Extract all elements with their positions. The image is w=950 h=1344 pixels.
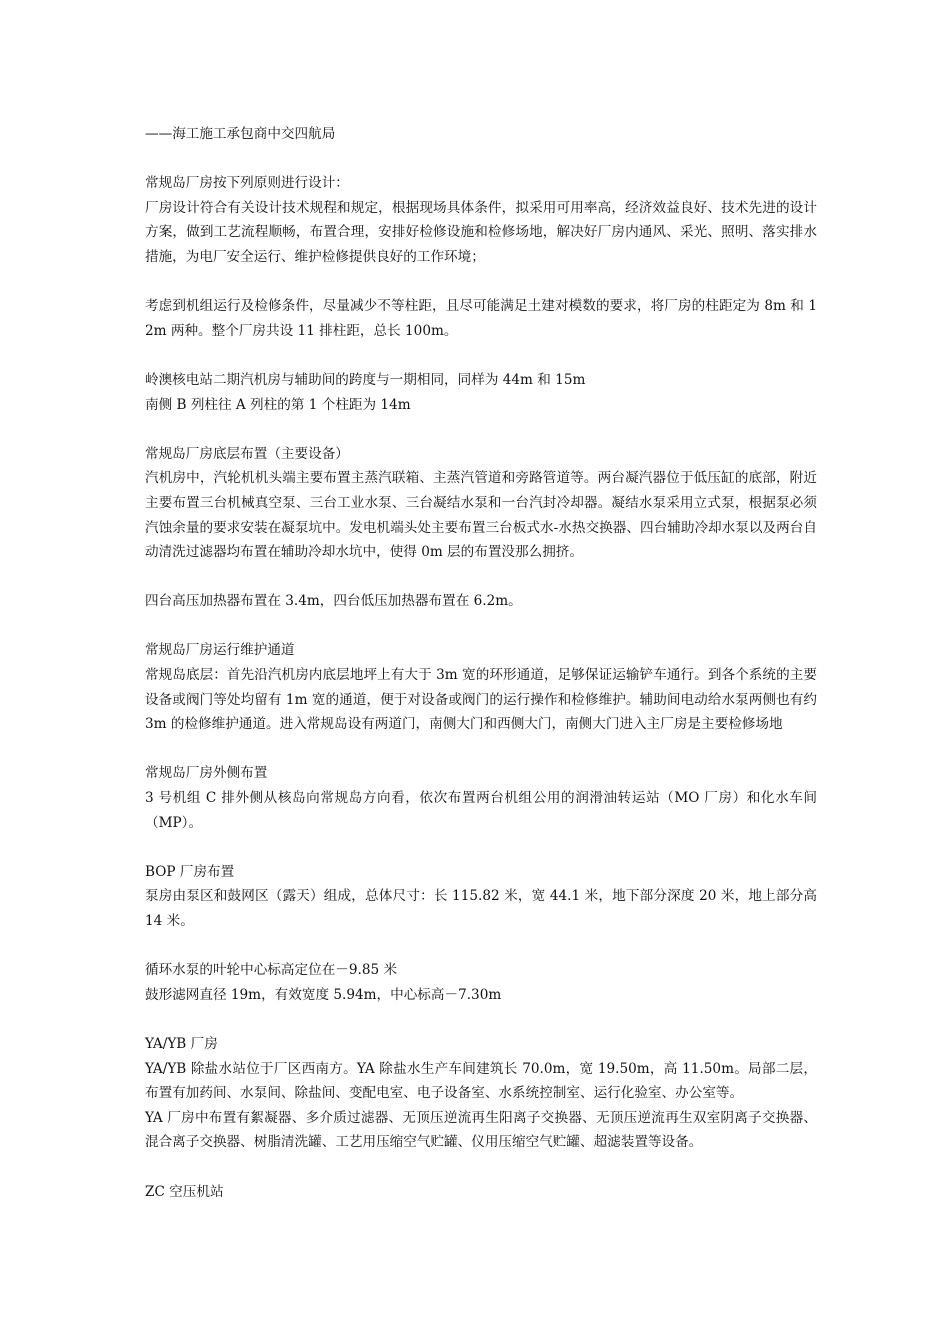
pump-line-2: 鼓形滤网直径 19m，有效宽度 5.94m，中心标高－7.30m <box>145 986 502 1003</box>
ground-floor-heading: 常规岛厂房底层布置（主要设备） <box>145 445 349 462</box>
paragraph-gap <box>145 737 817 762</box>
paragraph-gap <box>145 270 817 295</box>
bop-body: 泵房由泵区和鼓网区（露天）组成，总体尺寸：长 115.82 米，宽 44.1 米，地下部分深度 20 米，地上部分高 14 米。 <box>145 888 817 929</box>
document-body <box>145 122 817 1204</box>
paragraph-gap <box>145 343 817 368</box>
exterior-heading: 常规岛厂房外侧布置 <box>145 765 268 782</box>
heaters-paragraph: 四台高压加热器布置在 3.4m，四台低压加热器布置在 6.2m。 <box>145 593 522 610</box>
design-principles-body: 厂房设计符合有关设计技术规程和规定，根据现场具体条件，拟采用可用率高，经济效益良好、技术先进的设计方案，做到工艺流程顺畅，布置合理，安排好检修设施和检修场地，解决好厂房内通风、采光、照明、落实排水措施，为电厂安全运行、维护检修提供良好的工作环境； <box>145 199 817 265</box>
span-line-1: 岭澳核电站二期汽机房与辅助间的跨度与一期相同，同样为 44m 和 15m <box>145 371 586 388</box>
pump-line-1: 循环水泵的叶轮中心标高定位在－9.85 米 <box>145 962 398 979</box>
paragraph-gap <box>145 417 817 442</box>
paragraph-gap <box>145 934 817 959</box>
byline: ——海工施工承包商中交四航局 <box>145 126 336 142</box>
ya-yb-heading: YA/YB 厂房 <box>145 1035 218 1052</box>
paragraph-gap <box>145 565 817 590</box>
ground-floor-body: 汽机房中，汽轮机机头端主要布置主蒸汽联箱、主蒸汽管道和旁路管道等。两台凝汽器位于低压缸的底部，附近主要布置三台机械真空泵、三台工业水泵、三台凝结水泵和一台汽封冷却器。凝结水泵采用立式泵，根据泵必须汽蚀余量的要求安装在凝泵坑中。发电机端头处主要布置三台板式水-水热交换器、四台辅助冷却水泵以及两台自动清洗过滤器均布置在辅助冷却水坑中，使得 0m 层的布置没那么拥挤。 <box>145 470 817 561</box>
paragraph-gap <box>145 147 817 172</box>
paragraph-gap <box>145 835 817 860</box>
zc-heading: ZC 空压机站 <box>145 1183 224 1200</box>
maintenance-access-body: 常规岛底层：首先沿汽机房内底层地坪上有大于 3m 宽的环形通道，足够保证运输铲车通行。到各个系统的主要设备或阀门等处均留有 1m 宽的通道，便于对设备或阀门的运行操作和检修维护。辅助间电动给水泵两侧也有约 3m 的检修维护通道。进入常规岛设有两道门，南侧大门和西侧大门，南侧大门进入主厂房是主要检修场地 <box>145 667 817 733</box>
bop-heading: BOP 厂房布置 <box>145 863 235 880</box>
paragraph-gap <box>145 1155 817 1180</box>
span-line-2: 南侧 B 列柱往 A 列柱的第 1 个柱距为 14m <box>145 396 411 413</box>
design-principles-heading: 常规岛厂房按下列原则进行设计： <box>145 175 349 192</box>
column-spacing-paragraph: 考虑到机组运行及检修条件，尽量减少不等柱距，且尽可能满足土建对模数的要求，将厂房的柱距定为 8m 和 12m 两种。整个厂房共设 11 排柱距，总长 100m。 <box>145 298 817 339</box>
maintenance-access-heading: 常规岛厂房运行维护通道 <box>145 642 295 659</box>
paragraph-gap <box>145 1007 817 1032</box>
paragraph-gap <box>145 614 817 639</box>
ya-yb-body-1: YA/YB 除盐水站位于厂区西南方。YA 除盐水生产车间建筑长 70.0m，宽 19.50m，高 11.50m。局部二层，布置有加药间、水泵间、除盐间、变配电室、电子设备室、水系统控制室、运行化验室、办公室等。 <box>145 1060 817 1102</box>
ya-yb-body-2: YA 厂房中布置有絮凝器、多介质过滤器、无顶压逆流再生阳离子交换器、无顶压逆流再生双室阴离子交换器、混合离子交换器、树脂清洗罐、工艺用压缩空气贮罐、仪用压缩空气贮罐、超滤装置等设备。 <box>145 1109 817 1151</box>
exterior-body: 3 号机组 C 排外侧从核岛向常规岛方向看，依次布置两台机组公用的润滑油转运站（MO 厂房）和化水车间（MP）。 <box>145 790 817 831</box>
